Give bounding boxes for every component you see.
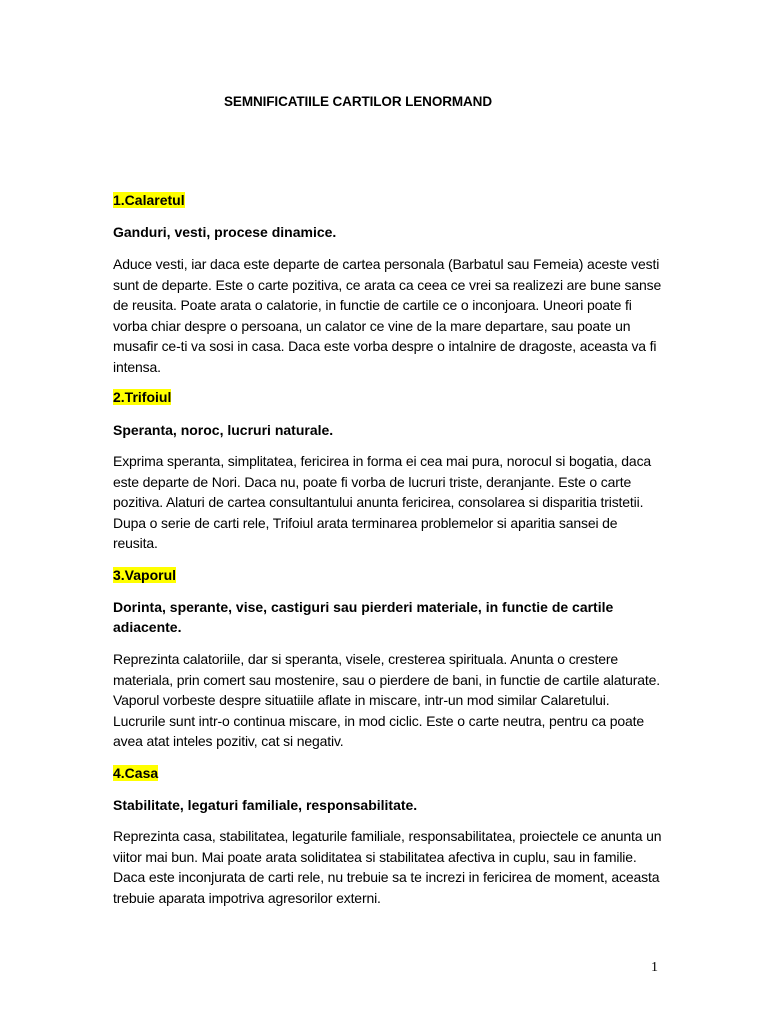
section-body: Reprezinta calatoriile, dar si speranta, visele, cresterea spirituala. Anunta o crestere materiala, prin comert sau mostenire, sau o pierdere de bani, in functie de cartile alaturate. Vaporul vorbeste despre situatiile aflate in miscare, intr-un mod similar Calaretului. Lucrurile sunt intr-o continua miscare, in mod ciclic. Este o carte neutra, pentru ca poate avea atat inteles pozitiv, cat si negativ. xyxy=(113,651,660,749)
heading-highlight: 1.Calaretul xyxy=(113,192,185,208)
document-title: SEMNIFICATIILE CARTILOR LENORMAND xyxy=(224,94,492,109)
heading-highlight: 4.Casa xyxy=(113,765,159,781)
section-subtitle: Ganduri, vesti, procese dinamice. xyxy=(113,224,337,240)
section-body: Reprezinta casa, stabilitatea, legaturile familiale, responsabilitatea, proiectele ce anunta un viitor mai bun. Mai poate arata soliditatea si stabilitatea afectiva in cuplu, sau in familie. Daca este inconjurata de carti rele, nu trebuie sa te increzi in fericirea de moment, aceasta trebuie aparata impotriva agresorilor externi. xyxy=(113,828,662,906)
section-heading xyxy=(113,387,663,407)
section-subtitle: Speranta, noroc, lucruri naturale. xyxy=(113,422,334,438)
section-subtitle: Stabilitate, legaturi familiale, responsabilitate. xyxy=(113,797,418,813)
section-body: Aduce vesti, iar daca este departe de cartea personala (Barbatul sau Femeia) aceste vesti sunt de departe. Este o carte pozitiva, ce arata ca ceea ce vrei sa realizezi are bune sanse de reusita. Poate arata o calatorie, in functie de cartile ce o inconjoara. Uneori poate fi vorba chiar despre o persoana, un calator ce vine de la mare departare, sau poate un musafir ce-ti va sosi in casa. Daca este vorba despre o intalnire de dragoste, aceasta va fi intensa. xyxy=(113,256,662,375)
section-heading xyxy=(113,190,663,210)
section-heading xyxy=(113,763,663,783)
page-number: 1 xyxy=(651,960,658,975)
heading-highlight: 2.Trifoiul xyxy=(113,389,172,405)
heading-highlight: 3.Vaporul xyxy=(113,567,177,583)
section-body: Exprima speranta, simplitatea, fericirea in forma ei cea mai pura, norocul si bogatia, daca este departe de Nori. Daca nu, poate fi vorba de lucruri triste, deranjante. Este o carte pozitiva. Alaturi de cartea consultantului anunta fericirea, consolarea si disparitia tristetii. Dupa o serie de carti rele, Trifoiul arata terminarea problemelor si aparitia sansei de reusita. xyxy=(113,453,652,551)
section-subtitle: Dorinta, sperante, vise, castiguri sau pierderi materiale, in functie de cartile adiacente. xyxy=(113,599,614,635)
section-heading xyxy=(113,565,663,585)
